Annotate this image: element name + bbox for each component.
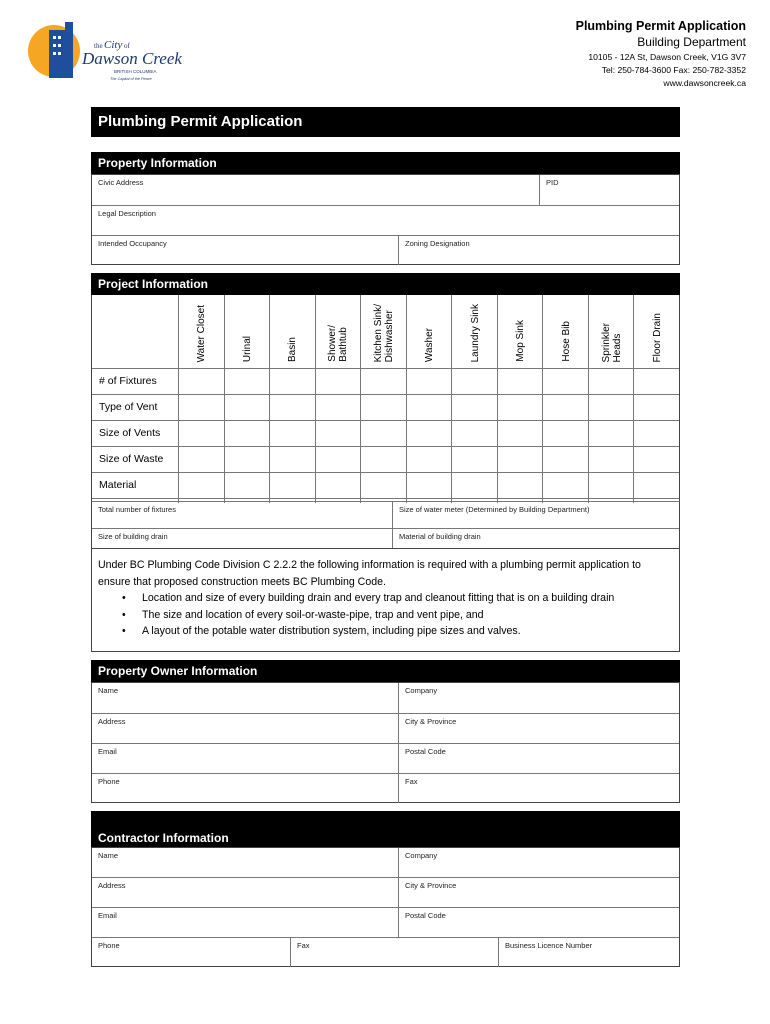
fixture-input-cell[interactable] (452, 394, 498, 420)
project-section-title: Project Information (91, 273, 680, 295)
fixture-column-header (589, 295, 635, 368)
fixture-column-label: Water Closet (196, 304, 208, 362)
fixture-input-cell[interactable] (179, 472, 225, 498)
contractor-city-field[interactable]: City & Province (398, 878, 679, 907)
fixture-input-cell[interactable] (270, 420, 316, 446)
city-logo (24, 18, 199, 88)
intended-occupancy-field[interactable]: Intended Occupancy (98, 239, 167, 248)
fixture-row-label: Material (99, 479, 137, 491)
header-contact (576, 18, 746, 90)
fixture-input-cell[interactable] (225, 472, 271, 498)
fixture-row-label: Type of Vent (99, 401, 158, 413)
contractor-info-box (91, 847, 680, 967)
fixtures-table (91, 295, 680, 503)
fixture-input-cell[interactable] (407, 446, 453, 472)
fixture-input-cell[interactable] (543, 394, 589, 420)
fixture-input-cell[interactable] (543, 472, 589, 498)
owner-fax-field[interactable]: Fax (398, 774, 679, 803)
svg-text:the: the (94, 42, 103, 50)
water-meter-field[interactable]: Size of water meter (Determined by Building Department) (392, 502, 679, 528)
owner-info-box (91, 682, 680, 803)
fixture-column-header (225, 295, 271, 368)
header-web[interactable]: www.dawsoncreek.ca (663, 78, 746, 88)
header-title: Plumbing Permit Application (575, 19, 746, 33)
fixture-input-cell[interactable] (498, 394, 544, 420)
fixture-input-cell[interactable] (407, 420, 453, 446)
fixture-input-cell[interactable] (543, 446, 589, 472)
zoning-designation-field[interactable]: Zoning Designation (398, 236, 679, 265)
property-section-title: Property Information (91, 152, 680, 174)
fixture-input-cell[interactable] (316, 394, 362, 420)
fixture-row-label: Size of Vents (99, 427, 161, 439)
plumbing-code-info (91, 548, 680, 652)
fixture-input-cell[interactable] (589, 472, 635, 498)
svg-text:BRITISH COLUMBIA: BRITISH COLUMBIA (114, 69, 157, 74)
fixture-column-header (543, 295, 589, 368)
fixture-input-cell[interactable] (634, 394, 680, 420)
fixture-column-header (270, 295, 316, 368)
fixture-column-header (316, 295, 362, 368)
fixture-input-cell[interactable] (498, 472, 544, 498)
fixture-input-cell[interactable] (498, 368, 544, 394)
fixture-input-cell[interactable] (270, 394, 316, 420)
fixture-input-cell[interactable] (634, 420, 680, 446)
building-drain-size-field[interactable]: Size of building drain (98, 532, 168, 541)
fixture-input-cell[interactable] (361, 368, 407, 394)
fixture-input-cell[interactable] (589, 394, 635, 420)
contractor-licence-field[interactable]: Business Licence Number (498, 938, 679, 967)
civic-address-field[interactable]: Civic Address (98, 178, 144, 187)
fixture-input-cell[interactable] (316, 368, 362, 394)
owner-postal-field[interactable]: Postal Code (398, 744, 679, 773)
contractor-phone-field[interactable]: Phone (98, 941, 120, 950)
fixture-input-cell[interactable] (225, 394, 271, 420)
fixture-input-cell[interactable] (543, 420, 589, 446)
property-info-box (91, 174, 680, 265)
owner-address-field[interactable]: Address (98, 717, 126, 726)
fixture-column-header (634, 295, 680, 368)
fixture-input-cell[interactable] (361, 420, 407, 446)
fixture-input-cell[interactable] (225, 420, 271, 446)
fixture-input-cell[interactable] (407, 368, 453, 394)
building-drain-material-field[interactable]: Material of building drain (392, 529, 679, 549)
fixture-input-cell[interactable] (634, 472, 680, 498)
fixture-input-cell[interactable] (270, 472, 316, 498)
fixture-input-cell[interactable] (589, 420, 635, 446)
fixture-row-label: # of Fixtures (99, 375, 157, 387)
fixture-input-cell[interactable] (634, 446, 680, 472)
svg-text:of: of (124, 42, 130, 50)
fixture-column-label: Basin (287, 336, 299, 362)
fixture-input-cell[interactable] (361, 472, 407, 498)
fixture-input-cell[interactable] (589, 368, 635, 394)
fixture-column-header (452, 295, 498, 368)
header-address: 10105 - 12A St, Dawson Creek, V1G 3V7 (588, 52, 746, 62)
fixture-input-cell[interactable] (225, 368, 271, 394)
fixture-input-cell[interactable] (270, 446, 316, 472)
fixture-column-header (179, 295, 225, 368)
contractor-company-field[interactable]: Company (398, 848, 679, 877)
header-phone: Tel: 250-784-3600 Fax: 250-782-3352 (601, 65, 746, 75)
drain-info-box (91, 501, 680, 549)
fixture-input-cell[interactable] (316, 420, 362, 446)
fixture-input-cell[interactable] (452, 420, 498, 446)
fixture-column-label: Kitchen Sink/ Dishwasher (372, 303, 395, 362)
info-intro: Under BC Plumbing Code Division C 2.2.2 the following information is required with a plumbing permit application to ensure that proposed construction meets BC Plumbing Code. (98, 559, 641, 588)
owner-section-title: Property Owner Information (91, 660, 680, 682)
total-fixtures-field[interactable]: Total number of fixtures (98, 505, 176, 514)
fixture-column-header (407, 295, 453, 368)
fixture-input-cell[interactable] (452, 472, 498, 498)
contractor-name-field[interactable]: Name (98, 851, 119, 860)
owner-city-field[interactable]: City & Province (398, 714, 679, 743)
fixture-input-cell[interactable] (498, 420, 544, 446)
fixture-input-cell[interactable] (316, 472, 362, 498)
svg-text:The Capital of the Peace: The Capital of the Peace (110, 77, 152, 81)
fixture-input-cell[interactable] (407, 394, 453, 420)
fixture-column-label: Urinal (241, 335, 253, 362)
contractor-email-field[interactable]: Email (98, 911, 117, 920)
svg-text:Dawson Creek: Dawson Creek (82, 49, 182, 68)
fixture-row-label: Size of Waste (99, 453, 164, 465)
fixture-input-cell[interactable] (361, 394, 407, 420)
fixture-input-cell[interactable] (179, 368, 225, 394)
contractor-postal-field[interactable]: Postal Code (398, 908, 679, 937)
owner-company-field[interactable]: Company (398, 683, 679, 713)
fixture-column-label: Floor Drain (651, 312, 663, 362)
fixture-input-cell[interactable] (589, 446, 635, 472)
fixture-input-cell[interactable] (179, 420, 225, 446)
fixture-input-cell[interactable] (225, 446, 271, 472)
fixture-column-label: Mop Sink (515, 320, 527, 362)
svg-text:City: City (104, 39, 123, 51)
contractor-fax-field[interactable]: Fax (290, 938, 498, 967)
fixture-input-cell[interactable] (361, 446, 407, 472)
fixture-column-label: Washer (423, 327, 435, 362)
fixture-column-label: Hose Bib (560, 321, 572, 362)
owner-phone-field[interactable]: Phone (98, 777, 120, 786)
fixture-column-label: Shower/ Bathtub (327, 325, 350, 362)
header-department: Building Department (637, 35, 746, 49)
fixture-input-cell[interactable] (498, 446, 544, 472)
fixture-input-cell[interactable] (316, 446, 362, 472)
form-title: Plumbing Permit Application (91, 107, 680, 137)
fixture-input-cell[interactable] (452, 368, 498, 394)
owner-name-field[interactable]: Name (98, 686, 119, 695)
pid-field[interactable]: PID (539, 175, 679, 205)
contractor-section-title: Contractor Information (91, 811, 680, 847)
info-bullet: • Location and size of every building drain and every trap and cleanout fitting that is on a building drain (122, 590, 673, 607)
fixture-column-label: Sprinkler Heads (600, 322, 623, 362)
legal-description-field[interactable]: Legal Description (98, 209, 156, 218)
fixture-input-cell[interactable] (179, 446, 225, 472)
info-bullet: • A layout of the potable water distribution system, including pipe sizes and valves. (122, 623, 673, 640)
info-bullet: • The size and location of every soil-or-waste-pipe, trap and vent pipe, and (122, 607, 673, 624)
fixture-input-cell[interactable] (407, 472, 453, 498)
fixture-column-header (498, 295, 544, 368)
owner-email-field[interactable]: Email (98, 747, 117, 756)
fixture-column-label: Laundry Sink (469, 303, 481, 362)
fixture-column-header (361, 295, 407, 368)
fixture-input-cell[interactable] (452, 446, 498, 472)
fixture-input-cell[interactable] (270, 368, 316, 394)
fixture-input-cell[interactable] (543, 368, 589, 394)
contractor-address-field[interactable]: Address (98, 881, 126, 890)
fixture-input-cell[interactable] (179, 394, 225, 420)
fixture-input-cell[interactable] (634, 368, 680, 394)
